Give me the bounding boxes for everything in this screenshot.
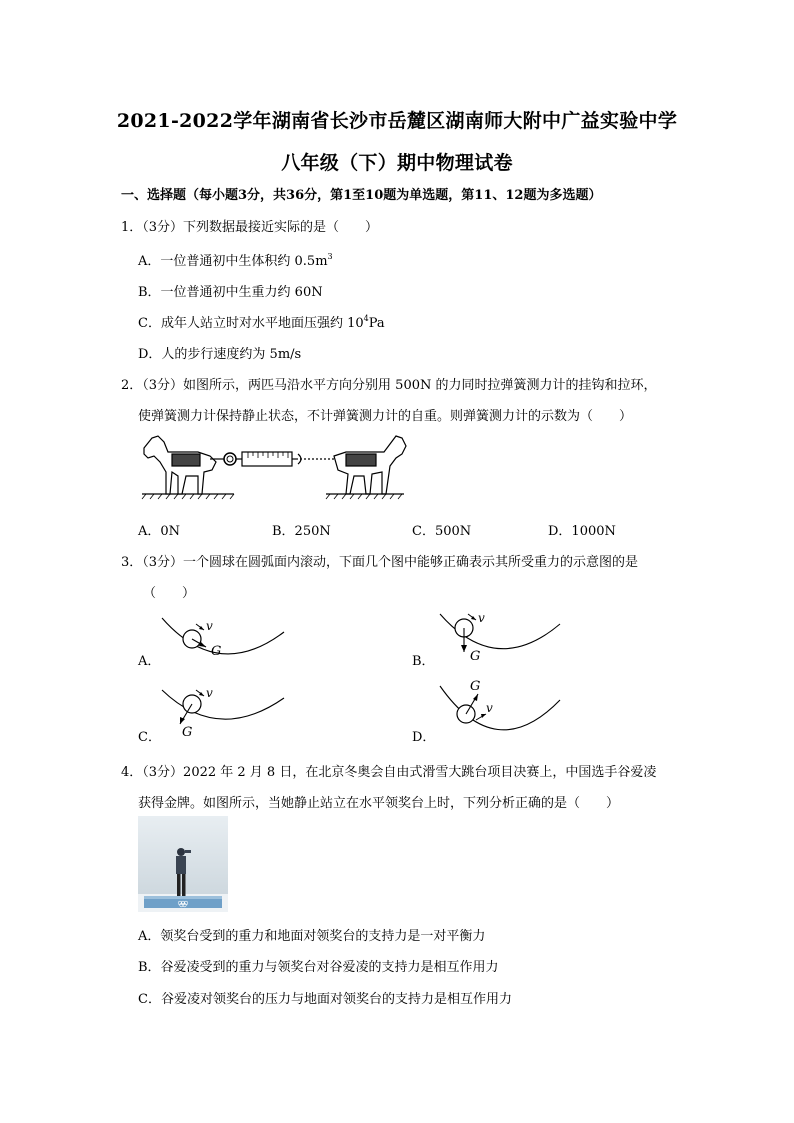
q2-options: [138, 520, 698, 540]
q1-option-c: [138, 312, 385, 331]
q2-option-d: D．1000N: [548, 524, 616, 539]
q1-stem: 1．（3分）下列数据最接近实际的是（ ）: [121, 220, 379, 235]
q4-option-b: B．谷爱凌受到的重力与领奖台对谷爱凌的支持力是相互作用力: [138, 960, 499, 975]
q3-label-c: C．: [138, 730, 161, 745]
q3-figure-a-v-label: v: [206, 619, 213, 633]
q3-label-d: D．: [412, 730, 436, 745]
q3-figure-d-g-label: G: [470, 679, 481, 694]
q1-option-a-sup: 3: [327, 252, 333, 261]
q3-figure-d-v-label: v: [486, 701, 493, 715]
q1-option-b: B．一位普通初中生重力约 60N: [138, 285, 323, 300]
q3-figure-b: [436, 608, 566, 666]
q3-figure-a: [158, 612, 288, 664]
q2-stem-line2: 使弹簧测力计保持静止状态，不计弹簧测力计的自重。则弹簧测力计的示数为（ ）: [138, 409, 633, 424]
q4-stem-line1: 4．（3分）2022 年 2 月 8 日，在北京冬奥会自由式滑雪大跳台项目决赛上，中国选手谷爱凌: [121, 765, 657, 780]
q1-option-a-text: A．一位普通初中生体积约 0.5m: [138, 254, 328, 269]
q3-figure-a-g-label: G: [211, 644, 222, 659]
q4-stem-line2: 获得金牌。如图所示，当她静止站立在水平领奖台上时，下列分析正确的是（ ）: [138, 796, 620, 811]
q2-option-a: A．0N: [138, 524, 181, 539]
exam-title-line1: 2021-2022学年湖南省长沙市岳麓区湖南师大附中广益实验中学: [116, 110, 678, 132]
q3-stem-line1: 3．（3分）一个圆球在圆弧面内滚动，下面几个图中能够正确表示其所受重力的示意图的是: [121, 555, 639, 570]
q3-label-a: A．: [138, 654, 161, 669]
q2-option-c: C．500N: [412, 524, 472, 539]
horses-spring-scale-figure: [138, 432, 410, 504]
q3-figure-c-v-label: v: [206, 686, 213, 700]
q3-figure-c-g-label: G: [182, 725, 193, 740]
q4-option-a: A．领奖台受到的重力和地面对领奖台的支持力是一对平衡力: [138, 929, 486, 944]
q1-option-c-text: C．成年人站立时对水平地面压强约 10: [138, 316, 364, 331]
q1-option-c-unit: Pa: [368, 316, 385, 331]
q4-option-c: C．谷爱凌对领奖台的压力与地面对领奖台的支持力是相互作用力: [138, 992, 512, 1007]
q1-option-c-sup: 4: [363, 314, 369, 323]
exam-title-line2: 八年级（下）期中物理试卷: [281, 152, 513, 174]
q3-figure-b-v-label: v: [478, 611, 485, 625]
q2-option-b: B．250N: [272, 524, 331, 539]
q3-figure-d: [436, 676, 566, 742]
q3-label-b: B．: [412, 654, 435, 669]
q3-figure-b-g-label: G: [470, 649, 481, 664]
q3-stem-line2: （ ）: [143, 586, 196, 601]
q3-figure-c: [158, 684, 288, 742]
podium-photo: [138, 816, 228, 912]
q1-option-d: D．人的步行速度约为 5m/s: [138, 347, 302, 362]
section-heading: 一、选择题（每小题3分，共36分，第1至10题为单选题，第11、12题为多选题）: [121, 188, 602, 203]
q2-stem-line1: 2．（3分）如图所示，两匹马沿水平方向分别用 500N 的力同时拉弹簧测力计的挂钩和拉环，: [121, 378, 657, 393]
q1-option-a: [138, 250, 333, 269]
